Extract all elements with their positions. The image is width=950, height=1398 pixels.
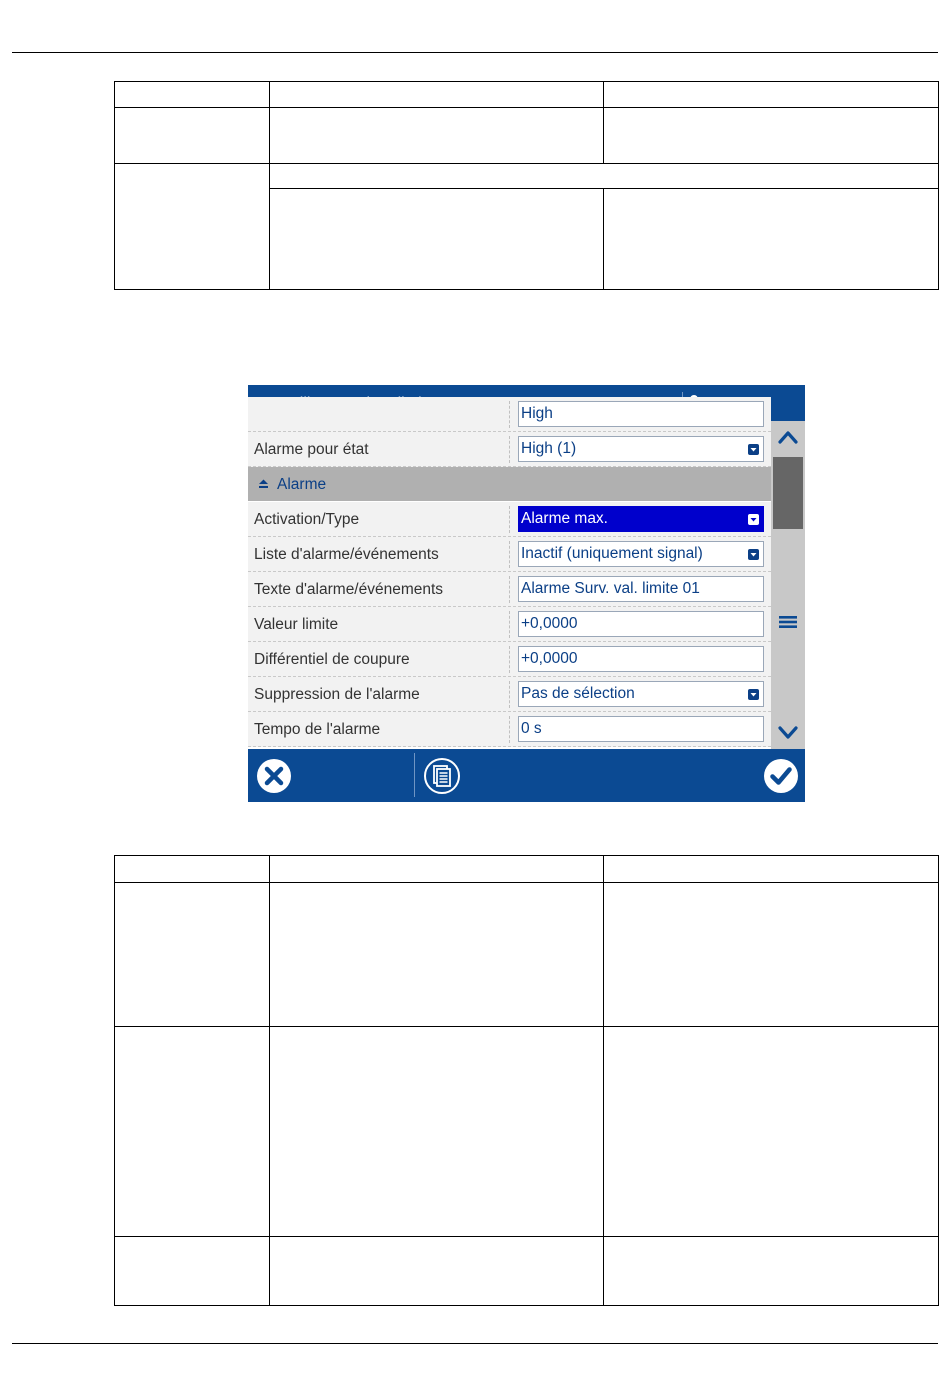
alarm-state-select[interactable]	[518, 436, 764, 462]
dropdown-arrow-icon	[748, 444, 759, 455]
field-value: Pas de sélection	[521, 685, 635, 702]
column-separator	[509, 716, 510, 743]
dropdown-arrow-icon	[748, 514, 759, 525]
close-icon[interactable]	[255, 757, 293, 795]
column-separator	[509, 576, 510, 603]
table-cell	[604, 883, 939, 1027]
list-item-partial[interactable]	[248, 397, 771, 432]
table-cell	[270, 164, 939, 189]
hysteresis-input[interactable]	[518, 646, 764, 672]
column-separator	[509, 506, 510, 533]
scroll-up-button[interactable]	[771, 421, 805, 455]
row-label: Liste d'alarme/événements	[254, 546, 439, 563]
table-cell	[115, 108, 270, 164]
field-value: Alarme max.	[521, 510, 608, 527]
list-item-alarm-state[interactable]	[248, 432, 771, 467]
list-item-activation-type[interactable]	[248, 502, 771, 537]
field-value: 0 s	[521, 720, 542, 737]
activation-type-select[interactable]	[518, 506, 764, 532]
field-value: High	[521, 405, 553, 422]
row-label: Texte d'alarme/événements	[254, 581, 444, 598]
partial-value-field[interactable]	[518, 401, 764, 427]
toolbar-separator	[414, 753, 415, 797]
table-cell	[604, 1027, 939, 1237]
column-separator	[509, 541, 510, 568]
doc-table-bottom	[114, 855, 939, 1306]
column-separator	[509, 401, 510, 428]
dropdown-arrow-icon	[748, 549, 759, 560]
device-screen	[248, 385, 805, 802]
delay-input[interactable]	[518, 716, 764, 742]
bottom-toolbar	[248, 749, 805, 802]
check-icon[interactable]	[762, 757, 800, 795]
dropdown-arrow-icon	[748, 689, 759, 700]
table-cell	[270, 82, 604, 108]
collapse-icon	[258, 478, 269, 489]
parameter-list	[248, 405, 771, 749]
field-value: +0,0000	[521, 650, 578, 667]
list-item-alarm-list[interactable]	[248, 537, 771, 572]
field-value: Alarme Surv. val. limite 01	[521, 580, 700, 597]
table-cell	[604, 108, 939, 164]
document-icon[interactable]	[423, 757, 461, 795]
section-label: Alarme	[277, 476, 327, 493]
field-value: Inactif (uniquement signal)	[521, 545, 703, 562]
row-label: Activation/Type	[254, 511, 360, 528]
limit-value-input[interactable]	[518, 611, 764, 637]
table-cell	[115, 1027, 270, 1237]
row-label: Tempo de l'alarme	[254, 721, 381, 738]
table-cell	[604, 1237, 939, 1306]
field-value: High (1)	[521, 440, 577, 457]
row-label: Valeur limite	[254, 616, 339, 633]
row-label: Suppression de l'alarme	[254, 686, 420, 703]
scrollbar[interactable]	[771, 421, 805, 749]
column-separator	[509, 681, 510, 708]
list-item-suppression[interactable]	[248, 677, 771, 712]
list-item-hysteresis[interactable]	[248, 642, 771, 677]
suppression-select[interactable]	[518, 681, 764, 707]
table-cell	[604, 856, 939, 883]
alarm-text-input[interactable]	[518, 576, 764, 602]
table-cell	[115, 1237, 270, 1306]
table-cell	[115, 82, 270, 108]
table-cell	[270, 1027, 604, 1237]
table-cell	[270, 856, 604, 883]
field-value: +0,0000	[521, 615, 578, 632]
table-cell	[115, 856, 270, 883]
column-separator	[509, 436, 510, 463]
table-cell	[604, 189, 939, 290]
scroll-down-button[interactable]	[771, 715, 805, 749]
list-item-limit-value[interactable]	[248, 607, 771, 642]
table-cell	[270, 883, 604, 1027]
table-cell	[270, 189, 604, 290]
footer-rule	[12, 1343, 938, 1344]
table-cell	[270, 1237, 604, 1306]
scroll-thumb[interactable]	[773, 457, 803, 529]
table-cell	[115, 164, 270, 290]
alarm-list-select[interactable]	[518, 541, 764, 567]
column-separator	[509, 611, 510, 638]
row-label: Différentiel de coupure	[254, 651, 410, 668]
chevron-down-icon	[771, 715, 805, 749]
header-rule	[12, 52, 938, 53]
list-item-alarm-text[interactable]	[248, 572, 771, 607]
menu-lines-icon	[779, 615, 797, 629]
doc-table-top	[114, 81, 939, 290]
table-cell	[115, 883, 270, 1027]
row-label: Alarme pour état	[254, 441, 369, 458]
section-header-alarm[interactable]	[248, 467, 771, 501]
table-cell	[604, 82, 939, 108]
list-item-delay[interactable]	[248, 712, 771, 747]
table-cell	[270, 108, 604, 164]
column-separator	[509, 646, 510, 673]
chevron-up-icon	[771, 421, 805, 455]
